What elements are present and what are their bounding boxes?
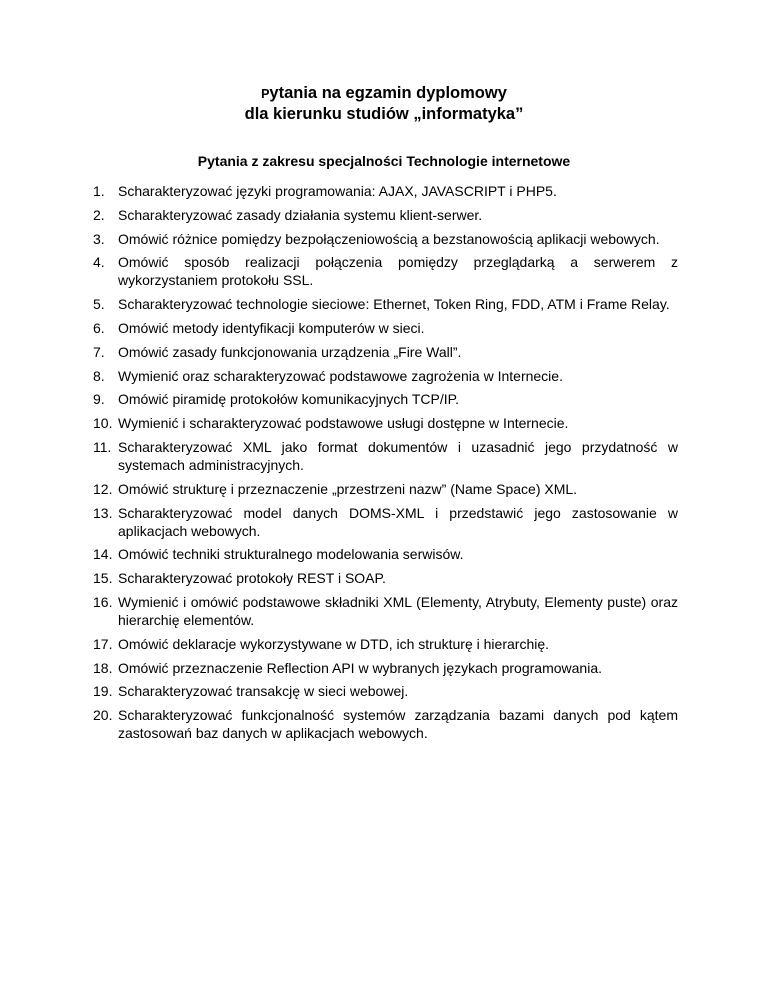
question-text: Scharakteryzować model danych DOMS-XML i przedstawić jego zastosowanie w aplikacjach webowych. xyxy=(118,504,678,539)
question-text: Scharakteryzować technologie sieciowe: Ethernet, Token Ring, FDD, ATM i Frame Relay. xyxy=(118,296,670,313)
question-number: 8. xyxy=(93,367,105,384)
question-text: Scharakteryzować transakcję w sieci webowej. xyxy=(118,683,409,700)
question-text: Scharakteryzować zasady działania systemu klient-serwer. xyxy=(118,206,483,223)
question-number: 6. xyxy=(93,319,105,336)
question-item xyxy=(93,682,678,700)
question-item xyxy=(93,659,678,677)
question-item xyxy=(93,593,678,629)
question-number: 18. xyxy=(93,659,113,676)
question-text: Scharakteryzować języki programowania: AJAX, JAVASCRIPT i PHP5. xyxy=(118,183,557,199)
question-text: Omówić techniki strukturalnego modelowania serwisów. xyxy=(118,546,464,563)
question-text: Omówić zasady funkcjonowania urządzenia „Fire Wall”. xyxy=(118,343,462,360)
question-item xyxy=(93,569,678,587)
document-title-line-2: dla kierunku studiów „informatyka” xyxy=(244,105,524,123)
question-text: Wymienić oraz scharakteryzować podstawowe zagrożenia w Internecie. xyxy=(118,367,563,384)
question-text: Omówić metody identyfikacji komputerów w sieci. xyxy=(118,319,425,336)
title-line-1-text: ytania na egzamin dyplomowy xyxy=(269,84,507,102)
question-text: Omówić przeznaczenie Reflection API w wybranych językach programowania. xyxy=(118,659,602,676)
question-item xyxy=(93,253,678,289)
title-initial: P xyxy=(261,87,270,101)
question-text: Wymienić i omówić podstawowe składniki XML (Elementy, Atrybuty, Elementy puste) oraz hierarchię elementów. xyxy=(118,593,678,628)
question-number: 19. xyxy=(93,683,113,700)
question-item xyxy=(93,504,678,540)
question-number: 15. xyxy=(93,570,113,587)
question-number: 11. xyxy=(93,438,112,455)
question-item xyxy=(93,206,678,224)
question-number: 9. xyxy=(93,391,105,408)
question-item xyxy=(93,230,678,248)
question-number: 7. xyxy=(93,343,105,360)
question-list xyxy=(93,182,678,748)
document-title-line-1 xyxy=(0,83,768,105)
question-number: 4. xyxy=(93,254,105,271)
question-text: Omówić sposób realizacji połączenia pomiędzy przeglądarką a serwerem z wykorzystaniem protokołu SSL. xyxy=(118,254,678,289)
question-item xyxy=(93,706,678,742)
question-item xyxy=(93,343,678,361)
question-item xyxy=(93,319,678,337)
question-text: Scharakteryzować funkcjonalność systemów zarządzania bazami danych pod kątem zastosowań baz danych w aplikacjach webowych. xyxy=(118,707,678,742)
question-item xyxy=(93,414,678,432)
question-text: Omówić deklaracje wykorzystywane w DTD, ich strukturę i hierarchię. xyxy=(118,635,550,652)
question-number: 20. xyxy=(93,707,113,724)
question-item xyxy=(93,635,678,653)
question-number: 14. xyxy=(93,546,113,563)
question-number: 13. xyxy=(93,504,113,521)
question-number: 1. xyxy=(93,183,105,199)
question-item xyxy=(93,390,678,408)
question-text: Omówić różnice pomiędzy bezpołączeniowością a bezstanowością aplikacji webowych. xyxy=(118,230,660,247)
question-text: Omówić strukturę i przeznaczenie „przestrzeni nazw” (Name Space) XML. xyxy=(118,480,578,497)
question-text: Omówić piramidę protokołów komunikacyjnych TCP/IP. xyxy=(118,391,460,408)
question-number: 3. xyxy=(93,230,105,247)
question-text: Scharakteryzować XML jako format dokumentów i uzasadnić jego przydatność w systemach administracyjnych. xyxy=(118,438,678,473)
question-item xyxy=(93,367,678,385)
question-number: 12. xyxy=(93,480,113,497)
section-subtitle: Pytania z zakresu specjalności Technologie internetowe xyxy=(197,153,571,169)
question-number: 16. xyxy=(93,593,113,610)
question-item xyxy=(93,545,678,563)
question-item xyxy=(93,295,678,313)
question-text: Scharakteryzować protokoły REST i SOAP. xyxy=(118,570,386,587)
question-number: 2. xyxy=(93,206,105,223)
question-number: 10. xyxy=(93,415,113,432)
question-number: 17. xyxy=(93,635,113,652)
question-text: Wymienić i scharakteryzować podstawowe usługi dostępne w Internecie. xyxy=(118,415,569,432)
question-item xyxy=(93,480,678,498)
question-item xyxy=(93,182,678,200)
question-item xyxy=(93,438,678,474)
question-number: 5. xyxy=(93,296,105,313)
